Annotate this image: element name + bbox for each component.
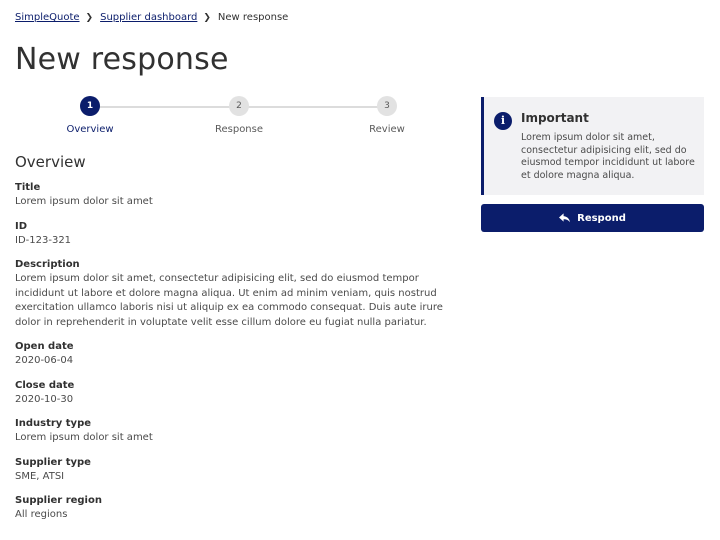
page-title: New response	[15, 42, 229, 77]
field-description	[15, 258, 465, 330]
field-label: ID	[15, 220, 28, 232]
field-value: Lorem ipsum dolor sit amet, consectetur adipisicing elit, sed do eiusmod tempor incididunt ut labore et dolore magna aliqua. Ut enim ad minim veniam, quis nostrud exercitation ullamco laboris nisi ut aliquip ex ea commodo consequat. Duis aute irure dolor in reprehenderit in voluptate velit esse cillum dolore eu fugiat nulla pariatur.	[15, 273, 443, 328]
step-label: Response	[214, 124, 264, 135]
field-value: 2020-10-30	[15, 393, 74, 405]
field-label: Open date	[15, 341, 74, 352]
field-label: Industry type	[15, 418, 92, 429]
field-id	[15, 220, 465, 249]
info-icon: i	[494, 112, 512, 130]
field-value: SME, ATSI	[15, 470, 65, 482]
step-label: Overview	[66, 124, 114, 135]
respond-label: Respond	[577, 212, 626, 224]
overview-section	[15, 153, 465, 533]
respond-button[interactable]	[481, 204, 704, 232]
field-industry-type	[15, 417, 465, 446]
breadcrumb-link-simplequote[interactable]: SimpleQuote	[15, 12, 80, 23]
reply-icon	[559, 213, 570, 223]
field-value: Lorem ipsum dolor sit amet	[15, 432, 153, 443]
callout-text: Lorem ipsum dolor sit amet, consectetur adipisicing elit, sed do eiusmod tempor incididunt ut labore et dolore magna aliqua.	[521, 132, 695, 181]
chevron-right-icon: ❯	[85, 12, 94, 23]
field-title	[15, 181, 465, 210]
step-overview[interactable]	[45, 96, 135, 135]
overview-heading: Overview	[15, 153, 86, 171]
important-callout	[481, 97, 704, 195]
field-label: Supplier region	[15, 495, 102, 506]
field-value: Lorem ipsum dolor sit amet	[15, 196, 153, 207]
step-number: 2	[229, 96, 249, 116]
step-review[interactable]	[342, 96, 432, 135]
field-label: Title	[15, 182, 41, 193]
field-label: Close date	[15, 379, 75, 391]
progress-stepper	[15, 96, 462, 140]
step-number: 3	[377, 96, 397, 116]
field-supplier-region	[15, 494, 465, 523]
step-response[interactable]	[194, 96, 284, 135]
step-label: Review	[369, 124, 405, 135]
field-open-date	[15, 340, 465, 369]
field-label: Description	[15, 259, 80, 270]
breadcrumb-current: New response	[217, 12, 289, 23]
callout-title: Important	[521, 111, 589, 125]
field-value: All regions	[15, 509, 68, 520]
chevron-right-icon: ❯	[203, 12, 211, 23]
field-value: 2020-06-04	[15, 355, 74, 366]
field-close-date	[15, 379, 465, 408]
breadcrumb-link-supplier-dashboard[interactable]: Supplier dashboard	[100, 12, 198, 23]
field-label: Supplier type	[15, 456, 91, 468]
field-supplier-type	[15, 456, 465, 485]
breadcrumb	[15, 12, 288, 23]
field-value: ID-123-321	[15, 234, 72, 246]
step-number: 1	[80, 96, 100, 116]
